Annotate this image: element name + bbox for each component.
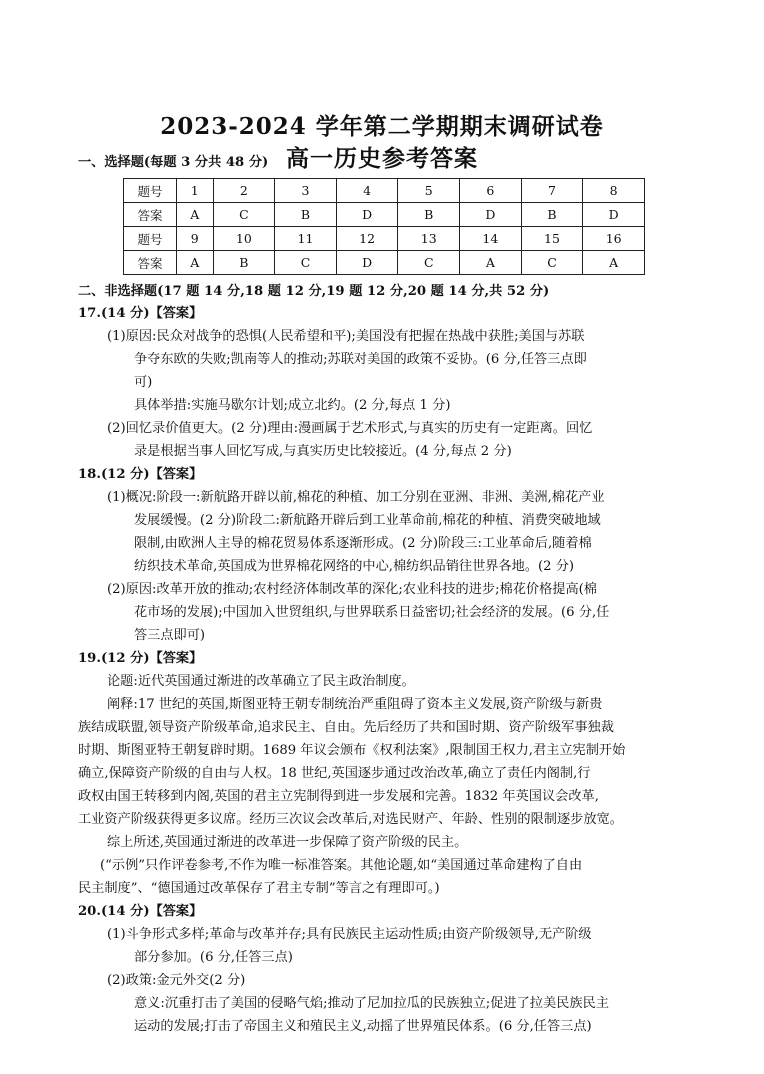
table-cell: D bbox=[336, 251, 398, 275]
answer-line: (1)斗争形式多样;革命与改革并存;具有民族民主运动性质;由资产阶级领导,无产阶级 bbox=[107, 927, 592, 942]
table-row bbox=[124, 251, 645, 275]
table-cell: 题号 bbox=[124, 227, 177, 251]
answer-line: 运动的发展;打击了帝国主义和殖民主义,动摇了世界殖民体系。(6 分,任答三点) bbox=[134, 1019, 592, 1034]
table-cell: A bbox=[177, 251, 214, 275]
answer-line: 民主制度”、“德国通过改革保存了君主专制”等言之有理即可。) bbox=[78, 881, 440, 896]
answer-line: (2)回忆录价值更大。(2 分)理由:漫画属于艺术形式,与真实的历史有一定距离。回忆 bbox=[107, 421, 593, 436]
answer-line: 意义:沉重打击了美国的侵略气焰;推动了尼加拉瓜的民族独立;促进了拉美民族民主 bbox=[134, 996, 609, 1011]
answer-line: (2)政策:金元外交(2 分) bbox=[107, 973, 246, 988]
table-cell: 2 bbox=[213, 179, 275, 203]
table-cell: 答案 bbox=[124, 203, 177, 227]
answer-line: 花市场的发展);中国加入世贸组织,与世界联系日益密切;社会经济的发展。(6 分,任 bbox=[134, 605, 610, 620]
table-cell: 题号 bbox=[124, 179, 177, 203]
answer-table bbox=[123, 178, 645, 275]
table-cell: 10 bbox=[213, 227, 275, 251]
table-row bbox=[124, 179, 645, 203]
table-cell: 12 bbox=[336, 227, 398, 251]
table-cell: C bbox=[213, 203, 275, 227]
question-19-header: 19.(12 分)【答案】 bbox=[78, 651, 203, 666]
table-cell: A bbox=[460, 251, 522, 275]
table-cell: 7 bbox=[521, 179, 583, 203]
answer-line: 争夺东欧的失败;凯南等人的推动;苏联对美国的政策不妥协。(6 分,任答三点即 bbox=[134, 352, 587, 367]
answer-line: 录是根据当事人回忆写成,与真实历史比较接近。(4 分,每点 2 分) bbox=[134, 444, 512, 459]
table-cell: C bbox=[275, 251, 337, 275]
answer-line: (1)原因:民众对战争的恐惧(人民希望和平);美国没有把握在热战中获胜;美国与苏联 bbox=[107, 329, 585, 344]
answer-line: 族结成联盟,领导资产阶级革命,追求民主、自由。先后经历了共和国时期、资产阶级军事独裁 bbox=[78, 720, 614, 735]
table-cell: 9 bbox=[177, 227, 214, 251]
table-row bbox=[124, 203, 645, 227]
answer-line: 论题:近代英国通过渐进的改革确立了民主政治制度。 bbox=[107, 674, 415, 689]
table-cell: 6 bbox=[460, 179, 522, 203]
answer-line: 可) bbox=[134, 375, 153, 390]
table-cell: D bbox=[336, 203, 398, 227]
table-cell: 8 bbox=[583, 179, 645, 203]
table-cell: 1 bbox=[177, 179, 214, 203]
table-cell: B bbox=[521, 203, 583, 227]
table-cell: 16 bbox=[583, 227, 645, 251]
answer-line: 发展缓慢。(2 分)阶段二:新航路开辟后到工业革命前,棉花的种植、消费突破地域 bbox=[134, 513, 601, 528]
table-row bbox=[124, 227, 645, 251]
table-cell: B bbox=[398, 203, 460, 227]
table-cell: 4 bbox=[336, 179, 398, 203]
section-2-heading: 二、非选择题(17 题 14 分,18 题 12 分,19 题 12 分,20 题 14 分,共 52 分) bbox=[78, 284, 550, 299]
question-18-header: 18.(12 分)【答案】 bbox=[78, 467, 203, 482]
table-cell: 5 bbox=[398, 179, 460, 203]
answer-line: 政权由国王转移到内阁,英国的君主立宪制得到进一步发展和完善。1832 年英国议会改革, bbox=[78, 789, 599, 804]
table-cell: 3 bbox=[275, 179, 337, 203]
table-cell: 15 bbox=[521, 227, 583, 251]
table-cell: C bbox=[398, 251, 460, 275]
answer-line: 纺织技术革命,英国成为世界棉花网络的中心,棉纺织品销往世界各地。(2 分) bbox=[134, 559, 575, 574]
section-1-heading: 一、选择题(每题 3 分共 48 分) bbox=[78, 155, 269, 170]
table-cell: A bbox=[583, 251, 645, 275]
title-line-2: 高一历史参考答案 bbox=[286, 145, 478, 172]
table-cell: D bbox=[583, 203, 645, 227]
answer-line: 答三点即可) bbox=[134, 628, 206, 643]
table-cell: 13 bbox=[398, 227, 460, 251]
answer-line: (“示例”只作评卷参考,不作为唯一标准答案。其他论题,如“美国通过革命建构了自由 bbox=[100, 858, 583, 873]
table-cell: B bbox=[275, 203, 337, 227]
answer-line: (2)原因:改革开放的推动;农村经济体制改革的深化;农业科技的进步;棉花价格提高(棉 bbox=[107, 582, 597, 597]
table-cell: A bbox=[177, 203, 214, 227]
answer-line: 具体举措:实施马歇尔计划;成立北约。(2 分,每点 1 分) bbox=[134, 398, 451, 413]
answer-line: 确立,保障资产阶级的自由与人权。18 世纪,英国逐步通过改治改革,确立了责任内阁制,行 bbox=[78, 766, 591, 781]
table-cell: 答案 bbox=[124, 251, 177, 275]
table-cell: 14 bbox=[460, 227, 522, 251]
answer-line: 时期、斯图亚特王朝复辟时期。1689 年议会颁布《权利法案》,限制国王权力,君主立宪制开始 bbox=[78, 743, 626, 758]
table-cell: C bbox=[521, 251, 583, 275]
table-cell: 11 bbox=[275, 227, 337, 251]
question-20-header: 20.(14 分)【答案】 bbox=[78, 904, 203, 919]
title-line-1: 2023-2024 学年第二学期期末调研试卷 bbox=[160, 113, 604, 140]
table-cell: B bbox=[213, 251, 275, 275]
answer-line: 工业资产阶级获得更多议席。经历三次议会改革后,对选民财产、年龄、性别的限制逐步放宽。 bbox=[78, 812, 623, 827]
answer-line: 部分参加。(6 分,任答三点) bbox=[134, 950, 293, 965]
answer-line: 综上所述,英国通过渐进的改革进一步保障了资产阶级的民主。 bbox=[107, 835, 468, 850]
answer-line: 阐释:17 世纪的英国,斯图亚特王朝专制统治严重阻碍了资本主义发展,资产阶级与新贵 bbox=[107, 697, 603, 712]
question-17-header: 17.(14 分)【答案】 bbox=[78, 306, 203, 321]
table-cell: D bbox=[460, 203, 522, 227]
answer-line: 限制,由欧洲人主导的棉花贸易体系逐渐形成。(2 分)阶段三:工业革命后,随着棉 bbox=[134, 536, 592, 551]
answer-line: (1)概况:阶段一:新航路开辟以前,棉花的种植、加工分别在亚洲、非洲、美洲,棉花产业 bbox=[107, 490, 605, 505]
